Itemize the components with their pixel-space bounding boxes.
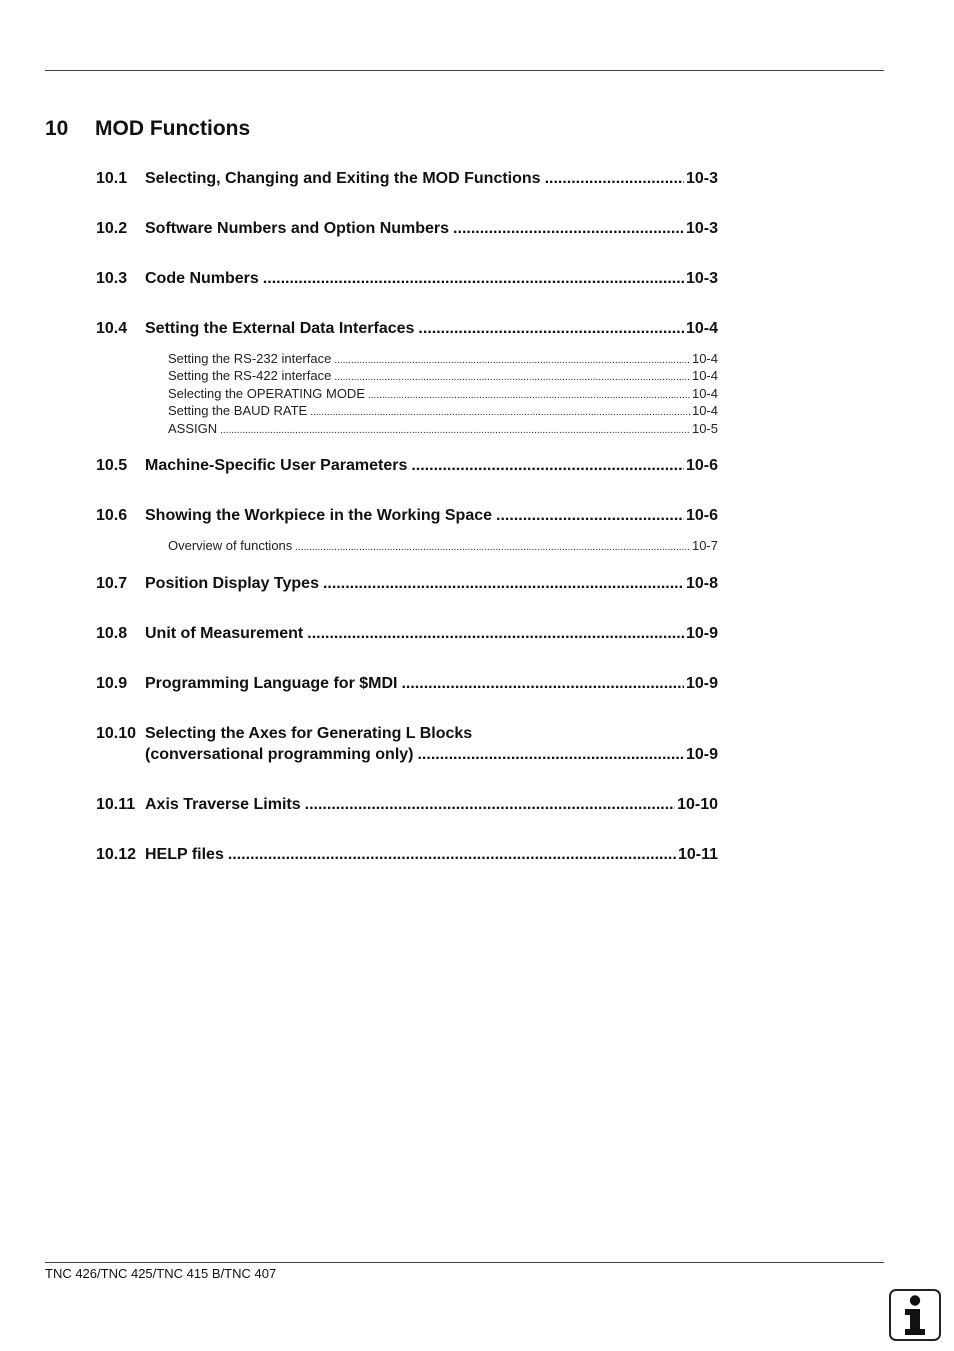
section-title: Machine-Specific User Parameters	[145, 457, 408, 474]
footer-model-text: TNC 426/TNC 425/TNC 415 B/TNC 407	[45, 1266, 277, 1281]
chapter-heading	[45, 117, 250, 141]
section-title: Programming Language for $MDI	[145, 675, 398, 692]
page-number: 10-4	[691, 351, 718, 366]
dot-leader	[228, 844, 676, 865]
subsection-title: ASSIGN	[168, 421, 218, 436]
section-number: 10.10	[96, 725, 137, 742]
dot-leader	[305, 794, 675, 815]
dot-leader	[496, 505, 684, 526]
section-number: 10.12	[96, 846, 137, 863]
dot-leader	[334, 369, 690, 386]
page-number: 10-4	[691, 403, 718, 418]
toc-entry-10-10[interactable]	[96, 723, 718, 765]
toc-entry-10-2[interactable]	[96, 218, 718, 239]
toc-subentry-rs422[interactable]	[168, 367, 718, 386]
page-number: 10-4	[691, 368, 718, 383]
dot-leader	[220, 422, 690, 439]
dot-leader	[418, 318, 684, 339]
page-number: 10-11	[677, 846, 718, 863]
dot-leader	[310, 404, 690, 421]
page-number: 10-3	[685, 220, 718, 237]
section-number: 10.3	[96, 270, 128, 287]
dot-leader	[417, 744, 683, 765]
toc-subentry-baud-rate[interactable]	[168, 402, 718, 421]
toc-entry-10-8[interactable]	[96, 623, 718, 644]
section-number: 10.4	[96, 320, 128, 337]
toc-entry-10-3[interactable]	[96, 268, 718, 289]
toc-entry-10-6[interactable]	[96, 505, 718, 526]
section-number: 10.7	[96, 575, 128, 592]
section-number: 10.5	[96, 457, 128, 474]
toc-subentry-assign[interactable]	[168, 420, 718, 439]
dot-leader	[401, 673, 684, 694]
subsection-title: Overview of functions	[168, 538, 293, 553]
section-title-line2: (conversational programming only)	[145, 746, 414, 763]
toc-subentry-overview[interactable]	[168, 537, 718, 556]
section-title: Unit of Measurement	[145, 625, 304, 642]
section-title: Showing the Workpiece in the Working Space	[145, 507, 493, 524]
chapter-title: MOD Functions	[95, 117, 251, 140]
section-title: Setting the External Data Interfaces	[145, 320, 415, 337]
toc-entry-10-1[interactable]	[96, 168, 718, 189]
section-number: 10.1	[96, 170, 128, 187]
section-number: 10.9	[96, 675, 128, 692]
section-title: Code Numbers	[145, 270, 259, 287]
subsection-title: Setting the RS-422 interface	[168, 368, 332, 383]
toc-entry-10-5[interactable]	[96, 455, 718, 476]
page-number: 10-6	[685, 507, 718, 524]
section-number: 10.2	[96, 220, 128, 237]
footer-rule	[45, 1262, 884, 1263]
section-number: 10.6	[96, 507, 128, 524]
section-title: Selecting, Changing and Exiting the MOD Functions	[145, 170, 541, 187]
dot-leader	[545, 168, 684, 189]
dot-leader	[453, 218, 684, 239]
dot-leader	[323, 573, 684, 594]
page-number: 10-3	[685, 170, 718, 187]
subsection-title: Setting the RS-232 interface	[168, 351, 332, 366]
page-number: 10-10	[677, 796, 718, 813]
section-title: Position Display Types	[145, 575, 319, 592]
page-number: 10-3	[685, 270, 718, 287]
page-number: 10-9	[685, 625, 718, 642]
section-title: HELP files	[145, 846, 224, 863]
subsection-title: Setting the BAUD RATE	[168, 403, 308, 418]
chapter-number: 10	[45, 117, 69, 140]
section-number: 10.11	[96, 796, 136, 813]
section-title: Selecting the Axes for Generating L Blocks	[145, 725, 473, 742]
header-rule	[45, 70, 884, 71]
section-title: Axis Traverse Limits	[145, 796, 301, 813]
page-number: 10-9	[685, 675, 718, 692]
info-glyph-icon	[891, 1291, 939, 1339]
dot-leader	[411, 455, 684, 476]
page-number: 10-5	[691, 421, 718, 436]
section-number: 10.8	[96, 625, 128, 642]
subsection-title: Selecting the OPERATING MODE	[168, 386, 365, 401]
page-number: 10-6	[685, 457, 718, 474]
toc-entry-10-7[interactable]	[96, 573, 718, 594]
page-number: 10-9	[685, 746, 718, 763]
dot-leader	[307, 623, 684, 644]
toc-entry-10-11[interactable]	[96, 794, 718, 815]
toc-entry-10-12[interactable]	[96, 844, 718, 865]
dot-leader	[295, 539, 690, 556]
section-title: Software Numbers and Option Numbers	[145, 220, 450, 237]
page-number: 10-4	[691, 386, 718, 401]
toc-entry-10-4[interactable]	[96, 318, 718, 339]
page-number: 10-8	[685, 575, 718, 592]
page-number: 10-7	[691, 538, 718, 553]
page-number: 10-4	[685, 320, 718, 337]
dot-leader	[263, 268, 684, 289]
toc-entry-10-9[interactable]	[96, 673, 718, 694]
info-icon[interactable]	[889, 1289, 941, 1341]
